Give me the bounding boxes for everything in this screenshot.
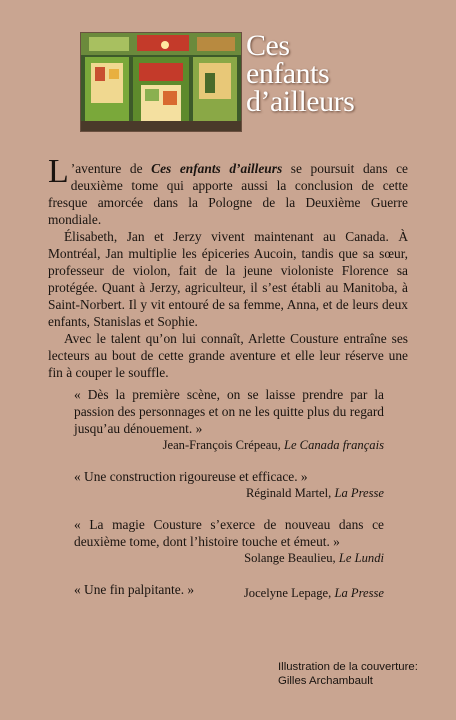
- quote-author: Jean-François Crépeau,: [162, 438, 284, 452]
- quote-author: Solange Beaulieu,: [244, 551, 339, 565]
- press-quote: [74, 581, 384, 599]
- drop-cap: L: [48, 153, 69, 190]
- quote-source: [74, 437, 384, 454]
- synopsis-p1-start: ’aventure de: [70, 161, 152, 176]
- quote-publication: La Presse: [334, 586, 384, 600]
- cover-header: [80, 29, 380, 132]
- synopsis-paragraph-1: [48, 153, 409, 228]
- quote-source: [74, 485, 384, 502]
- press-quote: [74, 516, 384, 567]
- illustration-credit: [278, 660, 438, 688]
- title-line-3: d’ailleurs: [246, 85, 355, 118]
- quote-source: [74, 550, 384, 567]
- quote-author: Réginald Martel,: [245, 486, 335, 500]
- press-quote: [74, 468, 384, 502]
- quote-text: « Une fin palpitante. »: [74, 582, 195, 597]
- credit-label: Illustration de la couverture:: [278, 661, 418, 673]
- quote-publication: Le Lundi: [338, 551, 384, 565]
- quote-publication: Le Canada français: [283, 438, 384, 452]
- quote-publication: La Presse: [334, 486, 384, 500]
- quote-text: « La magie Cousture s’exerce de nouveau dans ce deuxième tome, dont l’histoire touche et émeut. »: [74, 517, 384, 549]
- credit-name: Gilles Archambault: [278, 675, 373, 687]
- quote-author: Jocelyne Lepage,: [243, 586, 335, 600]
- title-line-2: enfants: [246, 57, 330, 90]
- synopsis-paragraph-2: Élisabeth, Jan et Jerzy vivent maintenant au Canada. À Montréal, Jan multiplie les épiceries Aucoin, tandis que sa sœur, professeur de violon, fait de la jeune violoniste Florence sa protégée. Quant à Jerzy, agriculteur, il s’est établi au Manitoba, à Saint-Norbert. Il y vit entouré de sa femme, Anna, et de leurs deux enfants, Stanislas et Sophie.: [48, 229, 408, 329]
- synopsis: [48, 153, 409, 381]
- cover-thumbnail: [80, 32, 242, 132]
- press-quote: [74, 386, 384, 454]
- synopsis-book-title: Ces enfants d’ailleurs: [151, 161, 283, 176]
- book-title: [246, 29, 396, 118]
- synopsis-paragraph-3: Avec le talent qu’on lui connaît, Arlette Cousture entraîne ses lecteurs au bout de cette grande aventure et elle leur réserve une fin à couper le souffle.: [48, 331, 408, 380]
- synopsis-p1-end: se poursuit dans ce deuxième tome qui apporte aussi la conclusion de cette fresque amorcée dans la Pologne de la Deuxième Guerre mondiale.: [48, 161, 409, 227]
- quote-source: [244, 585, 384, 602]
- quote-text: « Dès la première scène, on se laisse prendre par la passion des personnages et on ne les quitte plus du regard jusqu’au dénouement. »: [74, 387, 384, 436]
- storefront-illustration-icon: [81, 33, 241, 131]
- title-line-1: Ces: [246, 29, 290, 62]
- quote-text: « Une construction rigoureuse et efficace. »: [74, 469, 308, 484]
- press-quotes: [74, 386, 384, 613]
